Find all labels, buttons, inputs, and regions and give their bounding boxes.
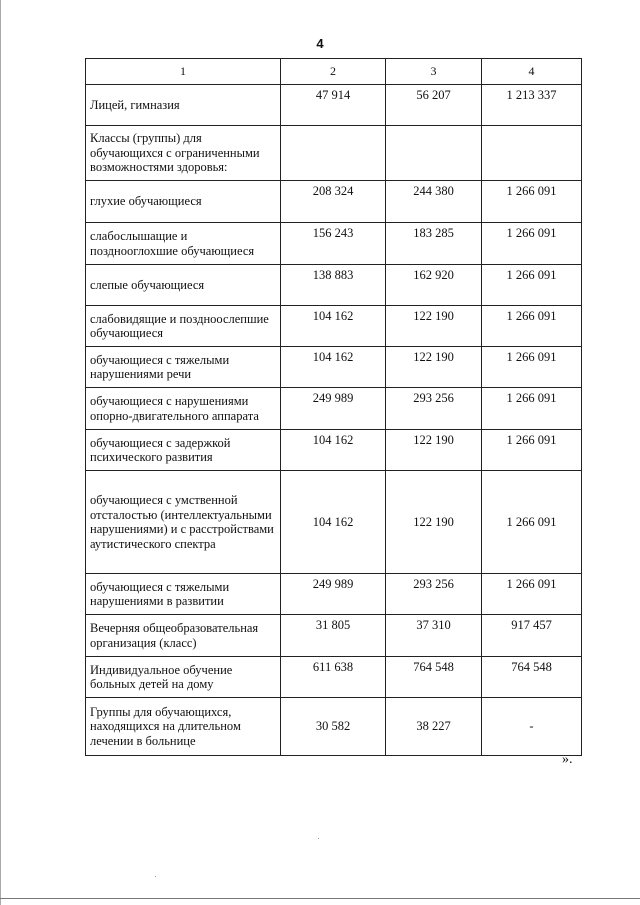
value-cell: 1 266 091 [482,388,582,430]
row-name: глухие обучающиеся [86,181,281,223]
header-cell: 4 [482,59,582,85]
value-cell: 208 324 [281,181,386,223]
row-name: Вечерняя общеобразовательная организация (класс) [86,615,281,657]
table-row [86,85,582,126]
header-cell: 3 [386,59,482,85]
row-name: обучающиеся с умственной отсталостью (интеллектуальными нарушениями) и с расстройствами аутистического спектра [86,471,281,574]
table-row [86,698,582,756]
tariff-table [85,58,582,756]
table-row [86,306,582,347]
row-name: Группы для обучающихся, находящихся на длительном лечении в больнице [86,698,281,756]
value-cell: 104 162 [281,306,386,347]
value-cell: 156 243 [281,223,386,265]
value-cell: 56 207 [386,85,482,126]
value-cell: 1 266 091 [482,430,582,471]
value-cell: 122 190 [386,306,482,347]
table-row [86,347,582,388]
row-name: обучающиеся с тяжелыми нарушениями речи [86,347,281,388]
table-row [86,574,582,615]
value-cell: 764 548 [482,657,582,698]
scan-speck [318,838,319,839]
row-name: обучающиеся с задержкой психического развития [86,430,281,471]
row-name: слабослышащие и позднооглохшие обучающиеся [86,223,281,265]
value-cell: 293 256 [386,388,482,430]
row-name: обучающиеся с нарушениями опорно-двигательного аппарата [86,388,281,430]
scan-bottom-edge [0,898,640,899]
value-cell: 183 285 [386,223,482,265]
table-row [86,223,582,265]
value-cell: 244 380 [386,181,482,223]
value-cell: 1 266 091 [482,306,582,347]
value-cell: 917 457 [482,615,582,657]
value-cell: 1 266 091 [482,347,582,388]
value-cell: 122 190 [386,471,482,574]
row-name: Классы (группы) для обучающихся с ограниченными возможностями здоровья: [86,126,281,181]
row-name: Лицей, гимназия [86,85,281,126]
header-cell: 2 [281,59,386,85]
value-cell: 104 162 [281,430,386,471]
table-row [86,126,582,181]
table-row [86,430,582,471]
row-name: обучающиеся с тяжелыми нарушениями в развитии [86,574,281,615]
table-row [86,471,582,574]
table-row [86,615,582,657]
row-name: слепые обучающиеся [86,265,281,306]
scan-edge-line [0,0,1,905]
table-row [86,657,582,698]
value-cell: 122 190 [386,430,482,471]
value-cell: 1 266 091 [482,181,582,223]
value-cell: 1 266 091 [482,223,582,265]
value-cell: 138 883 [281,265,386,306]
value-cell: 104 162 [281,347,386,388]
value-cell: 104 162 [281,471,386,574]
value-cell [281,126,386,181]
value-cell: 1 266 091 [482,265,582,306]
value-cell: 1 213 337 [482,85,582,126]
value-cell: 764 548 [386,657,482,698]
value-cell: 31 805 [281,615,386,657]
value-cell: 611 638 [281,657,386,698]
value-cell: 162 920 [386,265,482,306]
table-row [86,181,582,223]
value-cell [386,126,482,181]
table-row [86,265,582,306]
value-cell: 249 989 [281,388,386,430]
row-name: слабовидящие и поздноослепшие обучающиеся [86,306,281,347]
value-cell: 30 582 [281,698,386,756]
value-cell: 38 227 [386,698,482,756]
value-cell [482,126,582,181]
header-cell: 1 [86,59,281,85]
value-cell: 249 989 [281,574,386,615]
table-row [86,388,582,430]
closing-quote: ». [562,752,573,767]
value-cell: 122 190 [386,347,482,388]
table-header-row [86,59,582,85]
value-cell: 1 266 091 [482,574,582,615]
value-cell: 47 914 [281,85,386,126]
value-cell: - [482,698,582,756]
value-cell: 37 310 [386,615,482,657]
page-number: 4 [316,36,324,51]
value-cell: 293 256 [386,574,482,615]
row-name: Индивидуальное обучение больных детей на дому [86,657,281,698]
value-cell: 1 266 091 [482,471,582,574]
scan-speck [155,876,156,877]
